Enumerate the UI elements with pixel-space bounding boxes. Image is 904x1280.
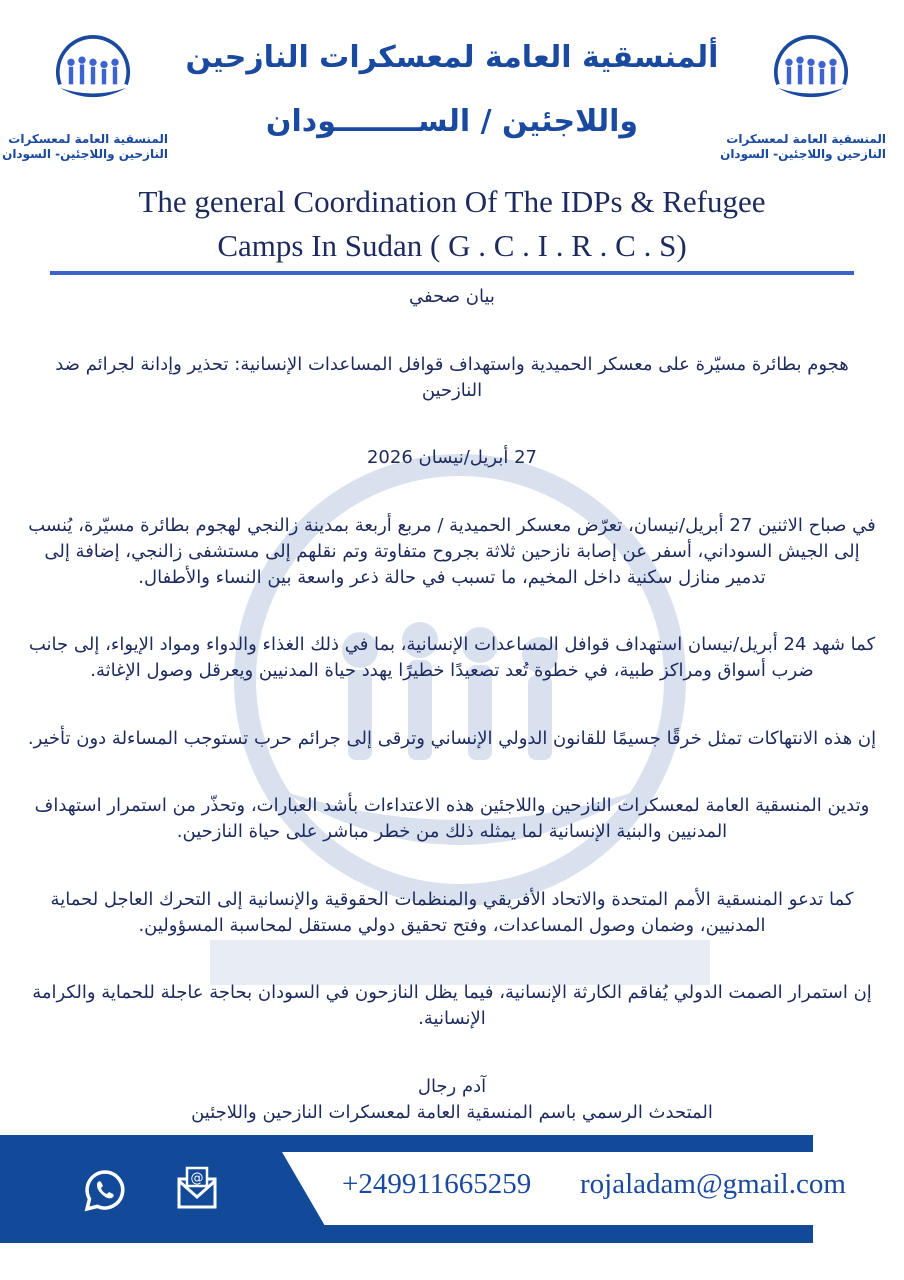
- paragraph: في صباح الاثنين 27 أبريل/نيسان، تعرّض معسكر الحميدية / مربع أربعة بمدينة زالنجي لهجوم بطائرة مسيّرة، يُنسب إلى الجيش السوداني، أسفر عن إصابة نازحين ثلاثة بجروح متفاوتة وتم نقلهم إلى مستشفى زالنجي، إضافة إلى تدمير منازل سكنية داخل المخيم، ما تسبب في حالة ذعر واسعة بين النساء والأطفال.: [28, 514, 876, 588]
- arabic-title-line2: واللاجئين / الســــــــودان: [265, 104, 639, 139]
- english-title-line1: The general Coordination Of The IDPs & Refugee: [138, 184, 766, 219]
- logo-left: [2, 22, 168, 162]
- english-title-line2: Camps In Sudan ( G . C . I . R . C . S): [217, 228, 687, 263]
- email-address[interactable]: rojaladam@gmail.com: [580, 1168, 846, 1200]
- logo-right: [720, 22, 886, 162]
- headline: هجوم بطائرة مسيّرة على معسكر الحميدية واستهداف قوافل المساعدات الإنسانية: تحذير وإدانة لجرائم ضد النازحين: [55, 353, 849, 401]
- signature-name: آدم رجال: [417, 1075, 487, 1097]
- paragraph: كما تدعو المنسقية الأمم المتحدة والاتحاد الأفريقي والمنظمات الحقوقية والإنسانية إلى التحرك العاجل لحماية المدنيين، وضمان وصول المساعدات، وفتح تحقيق دولي مستقل لمحاسبة المسؤولين.: [50, 888, 854, 936]
- arabic-title-line1: ألمنسقية العامة لمعسكرات النازحين: [185, 40, 719, 75]
- header-divider: [50, 271, 854, 275]
- organization-logo-icon: [736, 22, 886, 132]
- svg-text:@: @: [190, 1171, 204, 1186]
- document-type: بيان صحفي: [409, 286, 495, 307]
- paragraph: وتدين المنسقية العامة لمعسكرات النازحين واللاجئين هذه الاعتداءات بأشد العبارات، وتحذّر من استمرار استهداف المدنيين والبنية الإنسانية لما يمثله ذلك من خطر مباشر على حياة النازحين.: [34, 795, 870, 843]
- paragraph: إن استمرار الصمت الدولي يُفاقم الكارثة الإنسانية، فيما يظل النازحون في السودان بحاجة عاجلة للحماية والكرامة الإنسانية.: [32, 982, 872, 1030]
- logo-caption: المنسقية العامة لمعسكرات النازحين واللاجئين- السودان: [2, 132, 168, 161]
- email-icon[interactable]: [176, 1165, 218, 1211]
- organization-logo-icon: [18, 22, 168, 132]
- signature-title: المتحدث الرسمي باسم المنسقية العامة لمعسكرات النازحين واللاجئين: [191, 1101, 713, 1123]
- signature-block: [24, 1074, 880, 1126]
- paragraph: كما شهد 24 أبريل/نيسان استهداف قوافل المساعدات الإنسانية، بما في ذلك الغذاء والدواء ومواد الإيواء، إلى جانب ضرب أسواق ومراكز طبية، في خطوة تُعد تصعيدًا خطيرًا يهدد حياة المدنيين ويعرقل وصول الإغاثة.: [28, 634, 876, 682]
- whatsapp-icon[interactable]: [82, 1168, 128, 1214]
- date: 27 أبريل/نيسان 2026: [366, 447, 537, 469]
- paragraph: إن هذه الانتهاكات تمثل خرقًا جسيمًا للقانون الدولي الإنساني وترقى إلى جرائم حرب تستوجب المساءلة دون تأخير.: [27, 727, 877, 749]
- press-release-body: [24, 284, 880, 1126]
- phone-number[interactable]: +249911665259: [342, 1168, 532, 1200]
- logo-caption: المنسقية العامة لمعسكرات النازحين واللاجئين- السودان: [720, 132, 886, 161]
